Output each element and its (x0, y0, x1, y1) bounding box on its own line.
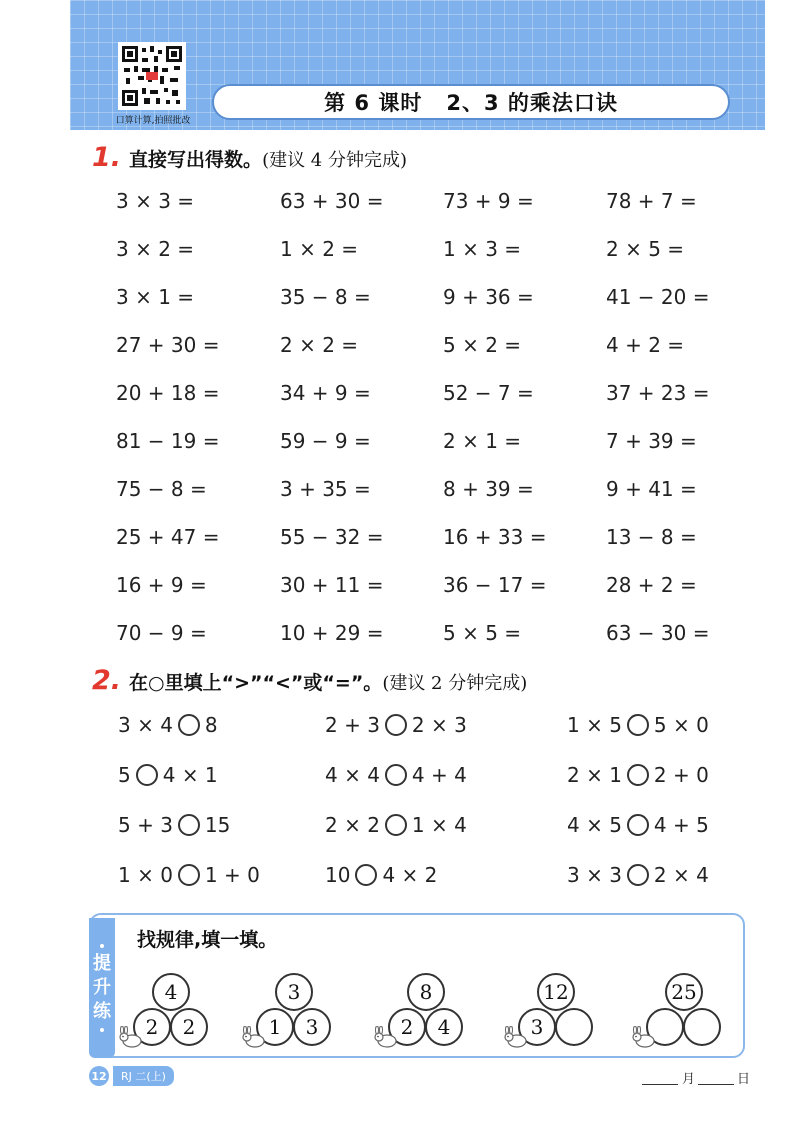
compare-right: 4 + 5 (653, 813, 709, 837)
pyramid-left-ball: 3 (518, 1008, 556, 1046)
compare-left: 3 × 3 (567, 863, 622, 887)
month-label: 月 (682, 1072, 696, 1087)
pyramid-left-ball: 2 (133, 1008, 171, 1046)
month-blank[interactable] (642, 1084, 678, 1085)
tab-dot (100, 944, 104, 948)
compare-left: 2 + 3 (325, 713, 380, 737)
pyramid-top-ball: 12 (537, 973, 575, 1011)
compare-right: 8 (204, 713, 218, 737)
calc-problem[interactable]: 5 × 5 = (443, 621, 522, 645)
compare-left: 4 × 4 (325, 763, 380, 787)
calc-problem[interactable]: 5 × 2 = (443, 333, 522, 357)
compare-right: 2 × 4 (653, 863, 709, 887)
qr-code-icon (120, 44, 184, 108)
calc-problem[interactable]: 73 + 9 = (443, 189, 534, 213)
pyramid-right-ball[interactable] (683, 1008, 721, 1046)
compare-blank-circle[interactable] (385, 814, 407, 836)
pyramid-right-ball: 3 (293, 1008, 331, 1046)
calc-problem[interactable]: 1 × 2 = (280, 237, 359, 261)
rabbit-icon (241, 1026, 267, 1052)
pyramid-top-ball: 3 (275, 973, 313, 1011)
compare-blank-circle[interactable] (627, 714, 649, 736)
calc-problem[interactable]: 3 × 1 = (116, 285, 195, 309)
compare-blank-circle[interactable] (627, 864, 649, 886)
calc-problem[interactable]: 3 × 3 = (116, 189, 195, 213)
book-tag: RJ 二(上) (113, 1066, 174, 1086)
compare-right: 2 × 3 (411, 713, 467, 737)
calc-problem[interactable]: 9 + 36 = (443, 285, 534, 309)
calc-problem[interactable]: 70 − 9 = (116, 621, 207, 645)
practice-tab (89, 918, 115, 1058)
calc-problem[interactable]: 20 + 18 = (116, 381, 220, 405)
calc-problem[interactable]: 3 + 35 = (280, 477, 371, 501)
calc-problem[interactable]: 41 − 20 = (606, 285, 710, 309)
lesson-label: 第 6 课时 (324, 91, 423, 115)
calc-problem[interactable]: 10 + 29 = (280, 621, 384, 645)
calc-problem[interactable]: 3 × 2 = (116, 237, 195, 261)
compare-left: 1 × 5 (567, 713, 622, 737)
pyramid-right-ball: 4 (425, 1008, 463, 1046)
section-2-hint: (建议 2 分钟完成) (382, 673, 528, 694)
section-2-instruction: 在○里填上“>”“<”或“=”。 (129, 672, 383, 694)
pyramid-left-ball: 1 (256, 1008, 294, 1046)
compare-left: 2 × 1 (567, 763, 622, 787)
compare-problem (325, 863, 437, 887)
compare-problem (325, 813, 467, 837)
compare-right: 5 × 0 (653, 713, 709, 737)
calc-problem[interactable]: 37 + 23 = (606, 381, 710, 405)
tab-dot (100, 1028, 104, 1032)
compare-left: 3 × 4 (118, 713, 173, 737)
compare-problem (567, 863, 709, 887)
compare-problem (118, 713, 218, 737)
section-2-number: 2. (92, 665, 122, 696)
day-blank[interactable] (698, 1084, 734, 1085)
compare-blank-circle[interactable] (355, 864, 377, 886)
compare-blank-circle[interactable] (178, 814, 200, 836)
calc-problem[interactable]: 75 − 8 = (116, 477, 207, 501)
rabbit-icon (373, 1026, 399, 1052)
lesson-title-bar (212, 84, 730, 120)
pyramid-right-ball[interactable] (555, 1008, 593, 1046)
rabbit-icon (118, 1026, 144, 1052)
pyramid-right-ball: 2 (170, 1008, 208, 1046)
calc-problem[interactable]: 78 + 7 = (606, 189, 697, 213)
compare-blank-circle[interactable] (136, 764, 158, 786)
compare-problem (325, 763, 467, 787)
compare-right: 2 + 0 (653, 763, 709, 787)
page-footer (89, 1066, 174, 1086)
calc-problem[interactable]: 35 − 8 = (280, 285, 371, 309)
section-1-title (92, 142, 407, 173)
compare-blank-circle[interactable] (178, 864, 200, 886)
calc-problem[interactable]: 9 + 41 = (606, 477, 697, 501)
calc-problem[interactable]: 7 + 39 = (606, 429, 697, 453)
calc-problem[interactable]: 16 + 33 = (443, 525, 547, 549)
tab-char: 提 (93, 953, 111, 974)
pyramid-top-ball: 4 (152, 973, 190, 1011)
qr-caption: 口算计算,拍照批改 (115, 116, 191, 126)
calc-problem[interactable]: 16 + 9 = (116, 573, 207, 597)
calc-problem[interactable]: 25 + 47 = (116, 525, 220, 549)
compare-right: 1 + 0 (204, 863, 260, 887)
calc-problem[interactable]: 63 + 30 = (280, 189, 384, 213)
compare-left: 10 (325, 863, 351, 887)
qr-code[interactable] (118, 42, 186, 110)
section-1-number: 1. (92, 142, 122, 173)
calc-problem[interactable]: 59 − 9 = (280, 429, 371, 453)
section-2-title (92, 665, 527, 696)
compare-left: 2 × 2 (325, 813, 380, 837)
calc-problem[interactable]: 1 × 3 = (443, 237, 522, 261)
calc-problem[interactable]: 2 × 2 = (280, 333, 359, 357)
calc-problem[interactable]: 36 − 17 = (443, 573, 547, 597)
calc-problem[interactable]: 34 + 9 = (280, 381, 371, 405)
compare-right: 4 × 1 (162, 763, 218, 787)
calc-problem[interactable]: 63 − 30 = (606, 621, 710, 645)
compare-blank-circle[interactable] (385, 764, 407, 786)
compare-right: 4 + 4 (411, 763, 467, 787)
compare-left: 1 × 0 (118, 863, 173, 887)
tab-char: 练 (93, 1001, 111, 1022)
compare-blank-circle[interactable] (385, 714, 407, 736)
compare-problem (325, 713, 467, 737)
tab-char: 升 (93, 977, 111, 998)
calc-problem[interactable]: 2 × 5 = (606, 237, 685, 261)
pyramid-top-ball: 8 (407, 973, 445, 1011)
rabbit-icon (503, 1026, 529, 1052)
compare-left: 4 × 5 (567, 813, 622, 837)
compare-problem (118, 763, 218, 787)
compare-problem (567, 713, 709, 737)
compare-left: 5 (118, 763, 131, 787)
practice-title: 找规律,填一填。 (137, 929, 278, 951)
pyramid-left-ball: 2 (388, 1008, 426, 1046)
compare-problem (118, 863, 260, 887)
calc-problem[interactable]: 30 + 11 = (280, 573, 384, 597)
day-label: 日 (737, 1072, 751, 1087)
calc-problem[interactable]: 81 − 19 = (116, 429, 220, 453)
compare-left: 5 + 3 (118, 813, 173, 837)
calc-problem[interactable]: 28 + 2 = (606, 573, 697, 597)
compare-right: 4 × 2 (382, 863, 438, 887)
calc-problem[interactable]: 8 + 39 = (443, 477, 534, 501)
lesson-title: 2、3 的乘法口诀 (446, 91, 618, 115)
calc-problem[interactable]: 27 + 30 = (116, 333, 220, 357)
compare-problem (567, 763, 709, 787)
rabbit-icon (631, 1026, 657, 1052)
page-number: 12 (89, 1066, 109, 1086)
compare-problem (567, 813, 709, 837)
calc-problem[interactable]: 55 − 32 = (280, 525, 384, 549)
section-1-instruction: 直接写出得数。 (129, 149, 263, 171)
compare-blank-circle[interactable] (178, 714, 200, 736)
calc-problem[interactable]: 13 − 8 = (606, 525, 697, 549)
calc-problem[interactable]: 4 + 2 = (606, 333, 685, 357)
compare-blank-circle[interactable] (627, 814, 649, 836)
section-1-hint: (建议 4 分钟完成) (262, 150, 408, 171)
calc-problem[interactable]: 2 × 1 = (443, 429, 522, 453)
calc-problem[interactable]: 52 − 7 = (443, 381, 534, 405)
compare-blank-circle[interactable] (627, 764, 649, 786)
compare-right: 15 (204, 813, 231, 837)
pyramid-top-ball: 25 (665, 973, 703, 1011)
compare-problem (118, 813, 230, 837)
compare-right: 1 × 4 (411, 813, 467, 837)
